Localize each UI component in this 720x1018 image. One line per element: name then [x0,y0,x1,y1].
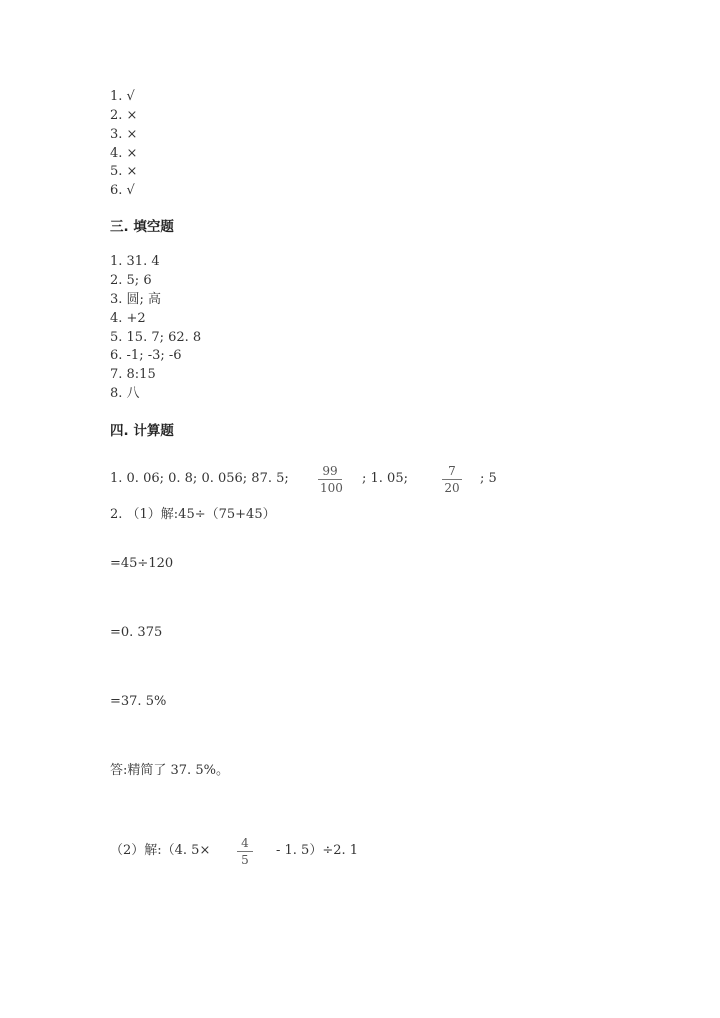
calc-q1-part-c: ; 5 [480,471,497,486]
calc-q2-line-4: =37. 5% [110,694,167,709]
calc-q2-part2-fraction [237,836,253,867]
judge-answer-5: 5. × [110,164,138,179]
fill-answer-3: 3. 圆; 高 [110,292,162,307]
calc-q1-fraction-a [318,464,342,495]
judge-answer-3: 3. × [110,127,138,142]
calc-q2-answer: 答:精简了 37. 5%。 [110,763,229,778]
calc-q2-line-3: =0. 375 [110,625,163,640]
fill-answer-7: 7. 8:15 [110,367,156,382]
fraction-denominator: 20 [444,481,460,495]
fraction-numerator: 4 [241,836,249,850]
calc-q1-part-b: ; 1. 05; [362,471,408,486]
fraction-bar [318,479,342,480]
fill-answer-8: 8. 八 [110,386,140,401]
fraction-bar [237,851,253,852]
calc-q2-part2-a: （2）解:（4. 5× [110,843,211,858]
fill-answer-6: 6. -1; -3; -6 [110,348,182,363]
calc-q2-line-1: 2. （1）解:45÷（75+45） [110,507,276,522]
calc-q1-part-a: 1. 0. 06; 0. 8; 0. 056; 87. 5; [110,471,289,486]
judge-answer-1: 1. √ [110,89,135,104]
fraction-numerator: 99 [322,464,338,478]
fraction-numerator: 7 [448,464,456,478]
judge-answer-4: 4. × [110,146,138,161]
calc-q1-fraction-b [442,464,462,495]
fraction-bar [442,479,462,480]
calc-q2-part2-b: - 1. 5）÷2. 1 [276,843,359,858]
fraction-denominator: 100 [320,481,343,495]
fill-answer-4: 4. +2 [110,311,146,326]
fill-answer-2: 2. 5; 6 [110,273,152,288]
fill-answer-5: 5. 15. 7; 62. 8 [110,330,202,345]
fill-answer-1: 1. 31. 4 [110,254,160,269]
fraction-denominator: 5 [241,853,249,867]
judge-answer-2: 2. × [110,108,138,123]
fill-section-heading: 三. 填空题 [110,219,174,235]
judge-answer-6: 6. √ [110,183,135,198]
calc-section-heading: 四. 计算题 [110,423,174,439]
calc-q2-line-2: =45÷120 [110,556,174,571]
